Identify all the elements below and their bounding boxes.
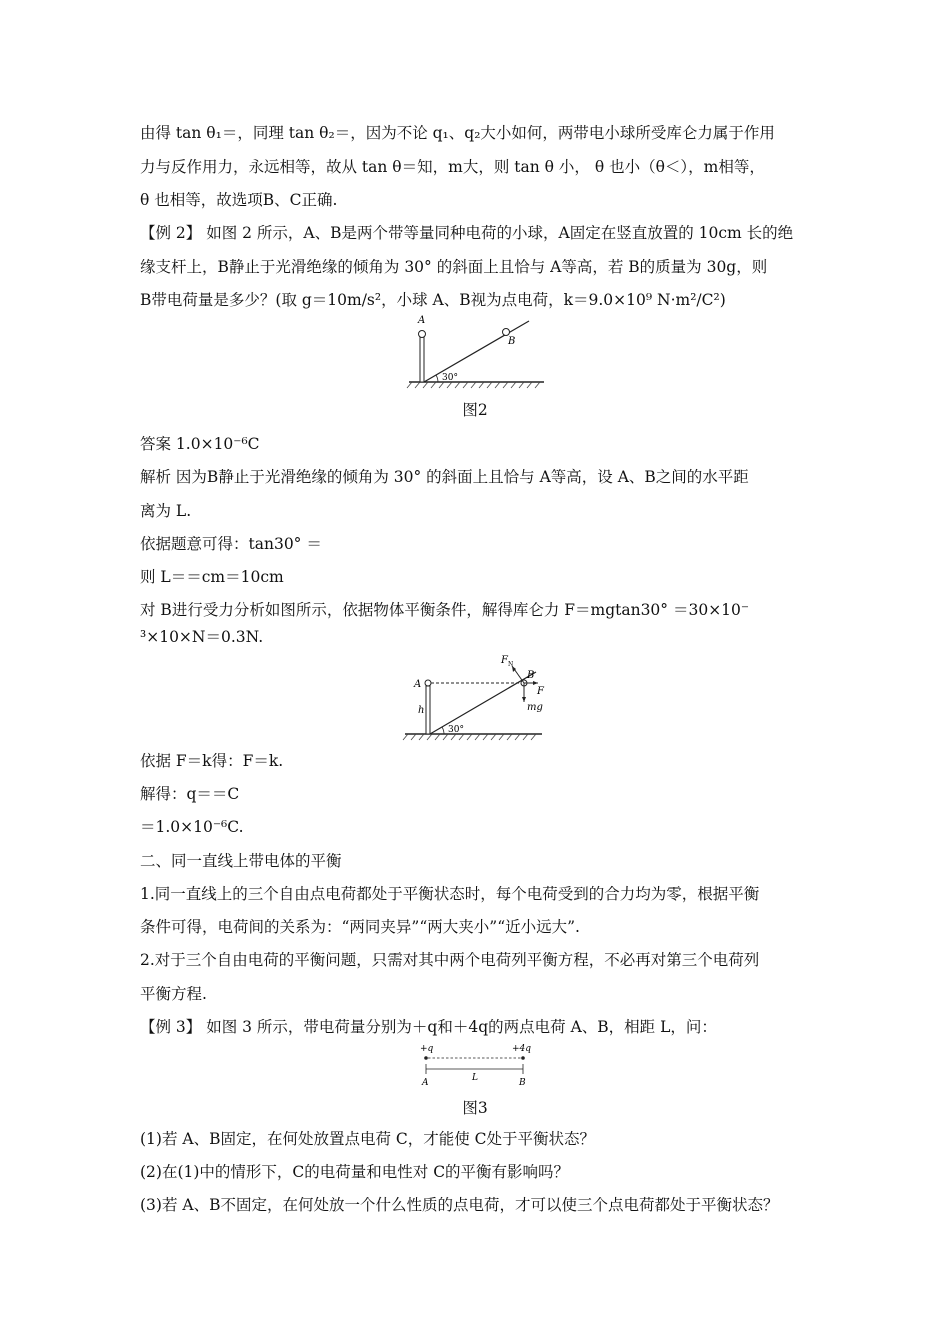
insulating-rod [420,337,424,382]
label-b: B [519,1078,526,1088]
text-line: ＝1.0×10⁻⁶C. [140,818,244,836]
figure-3-caption: 图3 [462,1099,488,1117]
text-line: 解得：q＝＝C [140,785,240,803]
charge-b-label: +4q [512,1044,532,1054]
text-line: 对 B进行受力分析如图所示，依据物体平衡条件，解得库仑力 F＝mgtan30° ＝30×10⁻ [140,601,750,619]
text-line: 则 L＝＝cm＝10cm [140,568,284,586]
label-b: B [508,336,516,347]
ball-a [419,331,426,338]
question-2: (2)在(1)中的情形下，C的电荷量和电性对 C的平衡有影响吗？ [140,1163,570,1181]
label-fn-sub: N [508,661,514,668]
angle-label: 30° [442,373,458,383]
text-line: 缘支杆上，B静止于光滑绝缘的倾角为 30° 的斜面上且恰与 A等高，若 B的质量为 30g，则 [140,258,768,276]
label-fn: F [501,655,508,666]
question-3: (3)若 A、B不固定，在何处放一个什么性质的点电荷，才可以使三个点电荷都处于平衡状态？ [140,1196,779,1214]
text-line: 平衡方程. [140,985,207,1003]
force-diagram [400,650,550,744]
text-line: 2.对于三个自由电荷的平衡问题，只需对其中两个电荷列平衡方程，不必再对第三个电荷列 [140,951,760,969]
label-b: B [527,670,535,681]
text-line: 离为 L. [140,502,192,520]
answer: 答案 1.0×10⁻⁶C [140,435,260,453]
label-h: h [418,705,425,716]
ball-a [425,680,431,686]
question-1: (1)若 A、B固定，在何处放置点电荷 C，才能使 C处于平衡状态？ [140,1130,596,1148]
label-l: L [472,1073,478,1083]
text-line: B带电荷量是多少？(取 g＝10m/s²，小球 A、B视为点电荷，k＝9.0×10⁹ N·m²/C²) [140,291,726,309]
text-line: ³×10×N＝0.3N. [140,628,264,646]
label-mg: mg [527,702,543,713]
charge-a [424,1056,428,1060]
charge-b [521,1056,525,1060]
text-line: 力与反作用力，永远相等，故从 tan θ＝知，m大，则 tan θ 小， θ 也小（θ＜），m相等， [140,158,765,176]
text-line: 依据 F＝k得：F＝k. [140,752,284,770]
ball-b [503,329,510,336]
incline [430,672,536,734]
label-f: F [537,686,544,697]
figure-3 [414,1040,538,1088]
incline [424,321,529,382]
example-3-heading: 【例 3】 如图 3 所示，带电荷量分别为＋q和＋4q的两点电荷 A、B，相距 L，问： [140,1018,717,1036]
figure-2-caption: 图2 [462,401,488,419]
insulating-rod [426,686,430,734]
figure-2 [404,310,554,390]
label-a: A [422,1078,429,1088]
label-a: A [414,679,422,690]
example-2-heading: 【例 2】 如图 2 所示，A、B是两个带等量同种电荷的小球，A固定在竖直放置的 10cm 长的绝 [140,224,794,242]
charge-a-label: +q [420,1044,434,1054]
section-heading: 二、同一直线上带电体的平衡 [140,852,342,870]
label-a: A [418,315,426,326]
text-line: θ 也相等，故选项B、C正确. [140,191,338,209]
angle-label: 30° [448,725,464,735]
text-line: 依据题意可得：tan30° ＝ [140,535,322,553]
text-line: 解析 因为B静止于光滑绝缘的倾角为 30° 的斜面上且恰与 A等高，设 A、B之间的水平距 [140,468,749,486]
text-line: 由得 tan θ₁＝，同理 tan θ₂＝，因为不论 q₁、q₂大小如何，两带电小球所受库仑力属于作用 [140,124,775,142]
text-line: 条件可得，电荷间的关系为：“两同夹异”“两大夹小”“近小远大”. [140,918,580,936]
text-line: 1.同一直线上的三个自由点电荷都处于平衡状态时，每个电荷受到的合力均为零，根据平衡 [140,885,760,903]
